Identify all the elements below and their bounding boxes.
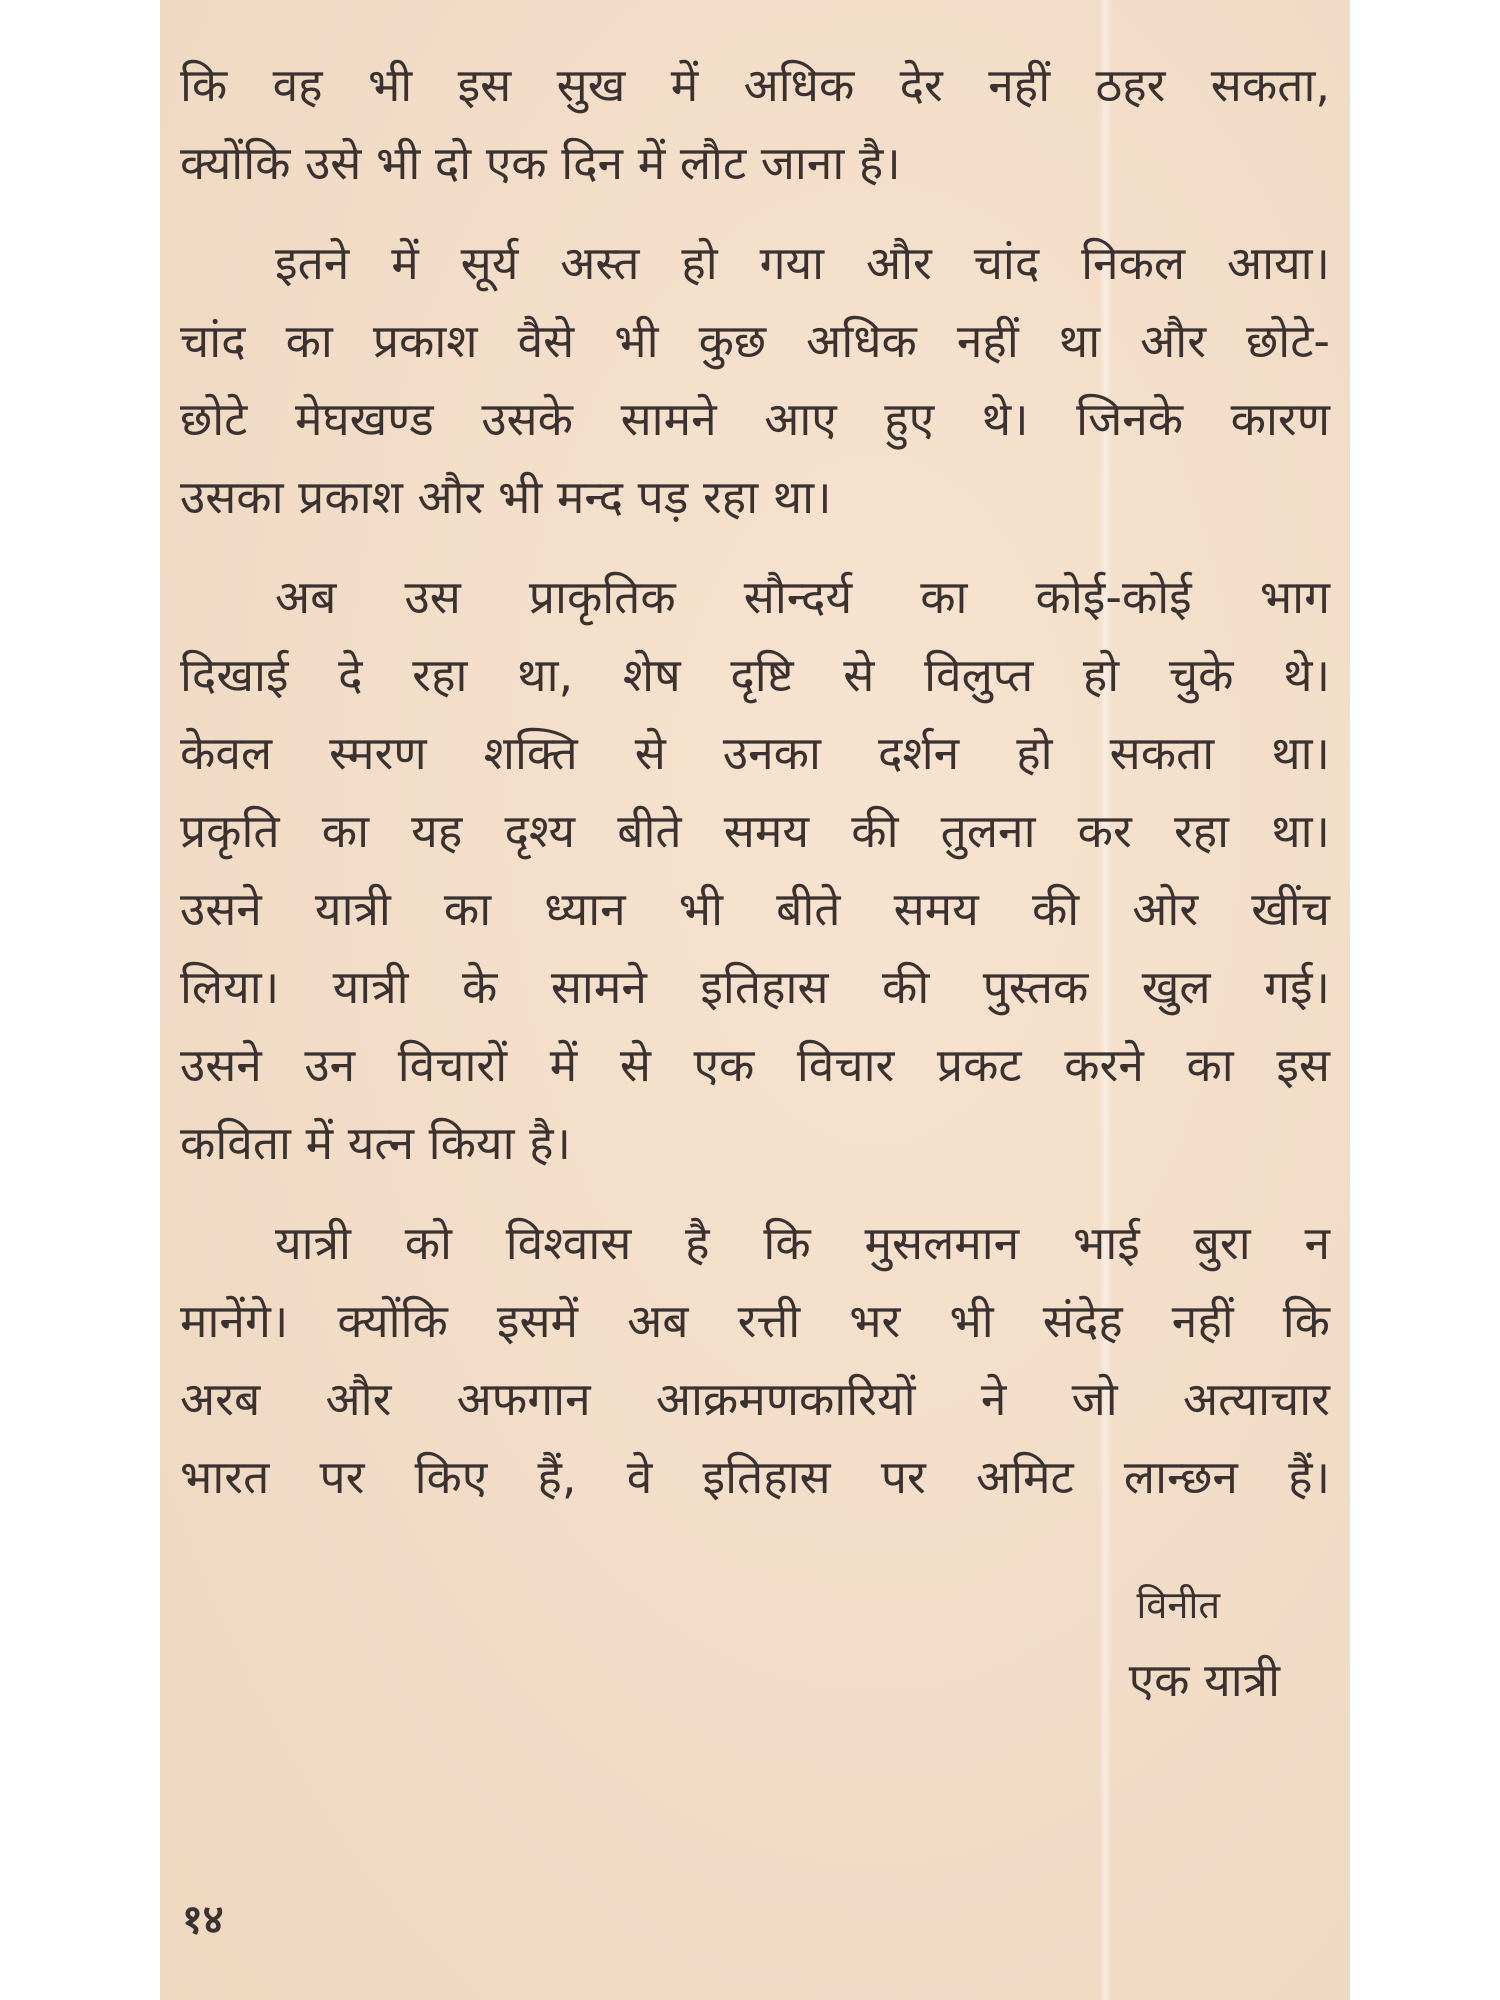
- text-line: अब उस प्राकृतिक सौन्दर्य का कोई-कोई भाग: [275, 570, 1330, 624]
- text-line: चांद का प्रकाश वैसे भी कुछ अधिक नहीं था और छोटे-: [180, 314, 1330, 368]
- text-line: मानेंगे। क्योंकि इसमें अब रत्ती भर भी संदेह नहीं कि: [180, 1294, 1330, 1348]
- text-line: कविता में यत्न किया है।: [180, 1116, 571, 1170]
- text-line: दिखाई दे रहा था, शेष दृष्टि से विलुप्त हो चुके थे।: [180, 648, 1330, 702]
- page-number: १४: [182, 1897, 224, 1943]
- text-line: कि वह भी इस सुख में अधिक देर नहीं ठहर सकता,: [180, 58, 1330, 112]
- book-page: [160, 0, 1350, 2000]
- paragraph-2: [180, 224, 1330, 536]
- text-line: क्योंकि उसे भी दो एक दिन में लौट जाना है।: [180, 136, 901, 190]
- body-text: [180, 46, 1330, 1538]
- signature-name: एक यात्री: [1128, 1653, 1280, 1707]
- paragraph-3: [180, 558, 1330, 1182]
- text-line: इतने में सूर्य अस्त हो गया और चांद निकल आया।: [275, 236, 1330, 290]
- paragraph-1: [180, 46, 1330, 202]
- text-line: लिया। यात्री के सामने इतिहास की पुस्तक खुल गई।: [180, 960, 1330, 1014]
- text-line: यात्री को विश्वास है कि मुसलमान भाई बुरा न: [275, 1216, 1330, 1270]
- text-line: अरब और अफगान आक्रमणकारियों ने जो अत्याचार: [180, 1372, 1330, 1426]
- text-line: उसने उन विचारों में से एक विचार प्रकट करने का इस: [180, 1038, 1330, 1092]
- text-line: उसने यात्री का ध्यान भी बीते समय की ओर खींच: [180, 882, 1330, 936]
- text-line: प्रकृति का यह दृश्य बीते समय की तुलना कर रहा था।: [180, 804, 1330, 858]
- signature-salutation: विनीत: [1136, 1583, 1220, 1627]
- paragraph-4: [180, 1204, 1330, 1516]
- text-line: केवल स्मरण शक्ति से उनका दर्शन हो सकता था।: [180, 726, 1330, 780]
- text-line: उसका प्रकाश और भी मन्द पड़ रहा था।: [180, 470, 832, 524]
- text-line: छोटे मेघखण्ड उसके सामने आए हुए थे। जिनके कारण: [180, 392, 1330, 446]
- text-line: भारत पर किए हैं, वे इतिहास पर अमिट लान्छन हैं।: [180, 1450, 1330, 1504]
- signature-block: [980, 1570, 1280, 1720]
